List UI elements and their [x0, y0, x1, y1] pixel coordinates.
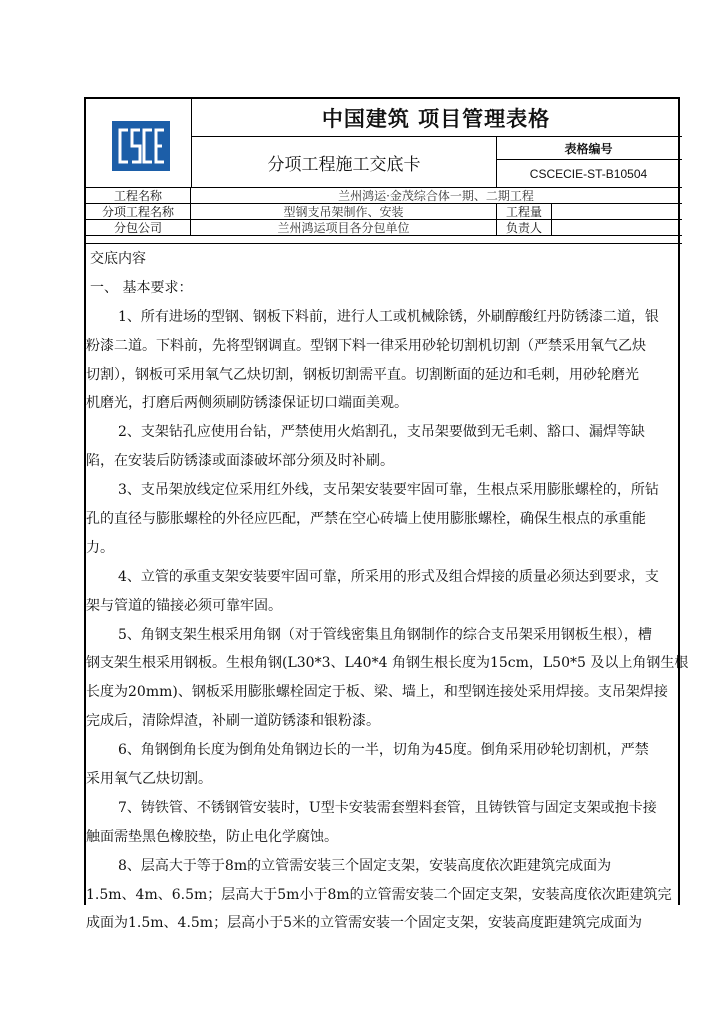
content-line: 陷，在安装后防锈漆或面漆破坏部分须及时补刷。	[86, 453, 394, 470]
form-code-value: CSCECIE-ST-B10504	[529, 166, 648, 181]
content-line: 8、层高大于等于8m的立管需安装三个固定支架，安装高度依次距建筑完成面为	[118, 857, 612, 874]
content-line: 5、角钢支架生根采用角钢（对于管线密集且角钢制作的综合支吊架采用钢板生根），槽	[118, 626, 652, 643]
quantity-label: 工程量	[505, 204, 542, 219]
content-line: 6、角钢倒角长度为倒角处角钢边长的一半，切角为45度。倒角采用砂轮切割机，严禁	[118, 742, 649, 759]
content-line: 切割），钢板可采用氧气乙炔切割，钢板切割需平直。切割断面的延边和毛刺，用砂轮磨光	[86, 366, 639, 383]
content-line: 机磨光，打磨后两侧须刷防锈漆保证切口端面美观。	[86, 395, 408, 412]
project-name-label: 工程名称	[113, 188, 162, 203]
form-sheet	[84, 97, 689, 932]
content-line: 粉漆二道。下料前，先将型钢调直。型钢下料一律采用砂轮切割机切割（严禁采用氧气乙炔	[86, 337, 646, 354]
content-line: 2、支架钻孔应使用台钻，严禁使用火焰割孔，支吊架要做到无毛刺、豁口、漏焊等缺	[118, 424, 645, 441]
content-line: 采用氧气乙炔切割。	[86, 771, 212, 788]
project-name-value: 兰州鸿运·金茂综合体一期、二期工程	[338, 188, 534, 203]
content-line: 7、铸铁管、不锈钢管安装时，U型卡安装需套塑料套管，且铸铁管与固定支架或抱卡接	[118, 799, 657, 816]
content-line: 钢支架生根采用钢板。生根角钢(L30*3、L40*4 角钢生根长度为15cm，L50*5 及以上角钢生根	[86, 655, 689, 672]
content-line: 一、 基本要求：	[90, 279, 193, 296]
content-line: 成面为1.5m、4.5m；层高小于5米的立管需安装一个固定支架，安装高度距建筑完成面为	[86, 915, 642, 932]
content-line: 孔的直径与膨胀螺栓的外径应匹配，严禁在空心砖墙上使用膨胀螺栓，确保生根点的承重能	[86, 511, 646, 528]
form-code-label: 表格编号	[564, 141, 613, 156]
subcontractor-label: 分包公司	[113, 220, 162, 235]
cscec-logo-icon	[112, 121, 170, 171]
subitem-name-value: 型钢支吊架制作、安装	[283, 204, 404, 219]
content-line: 1.5m、4m、6.5m；层高大于5m小于8m的立管需安装二个固定支架，安装高度依次距建筑完	[86, 886, 672, 903]
content-body	[86, 245, 689, 938]
cscec-logo	[112, 121, 170, 171]
content-heading: 交底内容	[90, 251, 146, 267]
form-name: 分项工程施工交底卡	[267, 154, 421, 175]
content-line: 架与管道的锚接必须可靠牢固。	[86, 597, 282, 614]
subcontractor-value: 兰州鸿运项目各分包单位	[277, 220, 410, 235]
subitem-name-label: 分项工程名称	[101, 204, 174, 219]
content-line: 3、支吊架放线定位采用红外线，支吊架安装要牢固可靠，生根点采用膨胀螺栓的，所钻	[118, 482, 659, 499]
content-line: 长度为20mm)、钢板采用膨胀螺栓固定于板、梁、墙上，和型钢连接处采用焊接。支吊架焊接	[86, 684, 668, 701]
manager-value	[552, 220, 681, 235]
quantity-value	[552, 204, 681, 219]
content-line: 4、立管的承重支架安装要牢固可靠，所采用的形式及组合焊接的质量必须达到要求，支	[118, 568, 659, 585]
page-title: 中国建筑 项目管理表格	[321, 107, 551, 131]
manager-label: 负责人	[505, 220, 542, 235]
content-line: 完成后，清除焊渣，补刷一道防锈漆和银粉漆。	[86, 713, 380, 730]
content-line: 触面需垫黑色橡胶垫，防止电化学腐蚀。	[86, 828, 338, 845]
content-line: 力。	[86, 539, 114, 556]
content-line: 1、所有进场的型钢、钢板下料前，进行人工或机械除锈，外刷醇酸红丹防锈漆二道，银	[118, 308, 659, 325]
